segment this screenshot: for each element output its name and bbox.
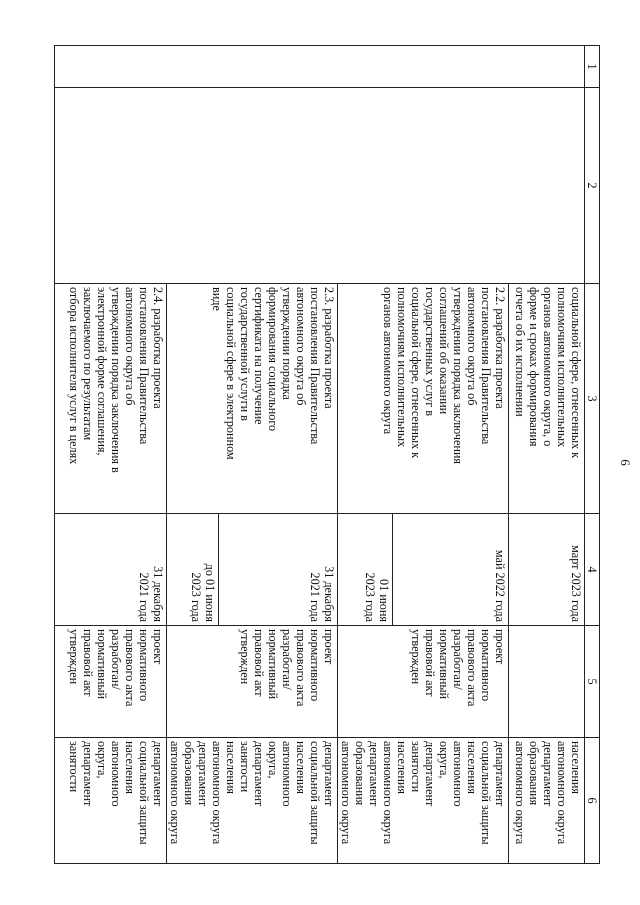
cell-result: проект нормативного правового акта разработан/ нормативный правовой акт утвержден [167, 626, 338, 738]
cell-deadline: 01 июня 2023 года [338, 514, 393, 626]
cell-responsible: департамент социальной защиты населения автономного округа, департамент занятости [55, 738, 167, 864]
cell-deadline: 31 декабря 2021 года [55, 514, 167, 626]
document-page [36, 45, 600, 863]
rotated-table-wrapper [36, 45, 600, 863]
cell-description: социальной сфере, отнесенных к полномочиям исполнительных органов автономного округа, о форме и сроках формирования отчета об их исполнении [509, 284, 585, 514]
header-cell-6: 6 [585, 738, 600, 864]
cell-responsible: населения автономного округа департамент образования автономного округа [509, 738, 585, 864]
cell-description: 2.3. разработка проекта постановления Правительства автономного округа об утверждении порядка формирования социального сертификата на получение государственной услуги в социальной сфере в электронном виде [167, 284, 338, 514]
cell-deadline: 31 декабря 2021 года [219, 514, 338, 626]
table-row [509, 46, 585, 864]
cell-responsible: департамент социальной защиты населения автономного округа, департамент занятости населения автономного округа департамент образования автономного округа [338, 738, 509, 864]
cell-col1 [55, 46, 585, 88]
cell-deadline: март 2023 года [509, 514, 585, 626]
cell-responsible: департамент социальной защиты населения автономного округа, департамент занятости населения автономного округа департамент образования автономного округа [167, 738, 338, 864]
header-cell-2: 2 [585, 88, 600, 284]
cell-description: 2.4. разработка проекта постановления Правительства автономного округа об утверждении порядка заключения в электронной форме соглашения, заключаемого по результатам отбора исполнителя услуг в целях [55, 284, 167, 514]
cell-result: проект нормативного правового акта разработан/ нормативный правовой акт утвержден [55, 626, 167, 738]
cell-result: проект нормативного правового акта разработан/ нормативный правовой акт утвержден [338, 626, 509, 738]
plan-table [54, 45, 600, 864]
header-cell-3: 3 [585, 284, 600, 514]
header-row [585, 46, 600, 864]
cell-description: 2.2. разработка проекта постановления Правительства автономного округа об утверждении порядка заключения соглашений об оказании государственных услуг в социальной сфере, отнесенных к полномочиям исполнительных органов автономного округа [338, 284, 509, 514]
cell-col2 [55, 88, 585, 284]
header-cell-4: 4 [585, 514, 600, 626]
cell-deadline: до 01 июня 2023 года [167, 514, 219, 626]
header-cell-5: 5 [585, 626, 600, 738]
header-cell-1: 1 [585, 46, 600, 88]
cell-deadline: май 2022 года [393, 514, 509, 626]
cell-result [509, 626, 585, 738]
page-number: 6 [617, 459, 633, 466]
